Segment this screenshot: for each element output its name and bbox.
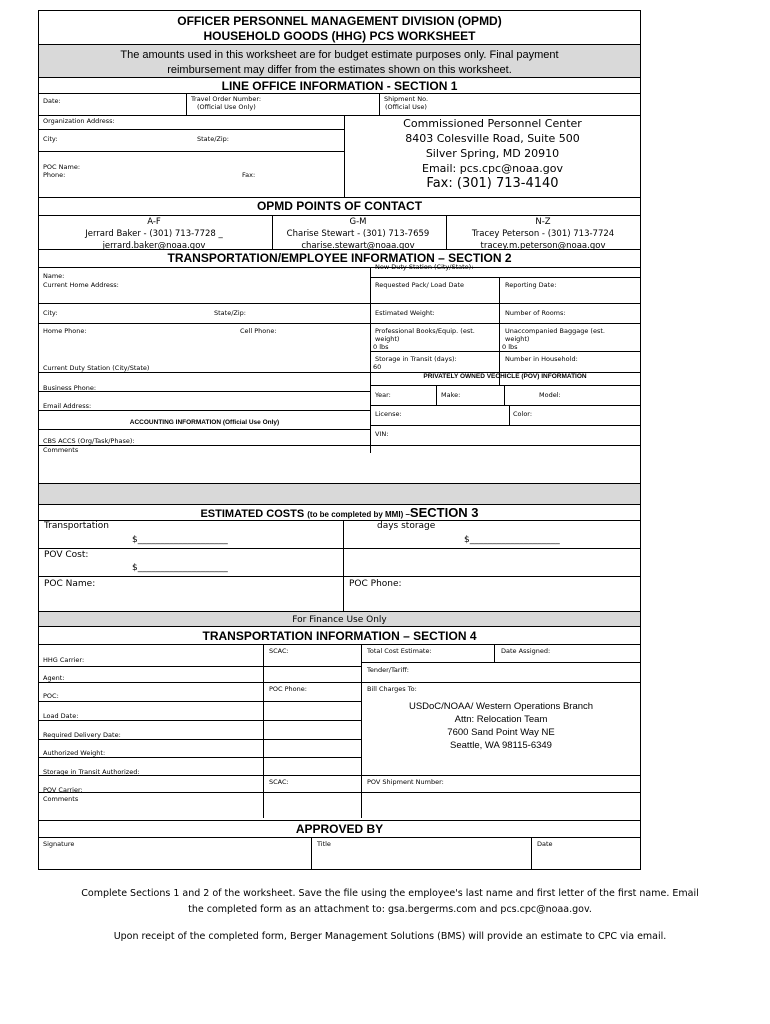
form-title: OFFICER PERSONNEL MANAGEMENT DIVISION (OPMD)	[177, 14, 502, 28]
s3-poc-name-field[interactable]: POC Name:	[44, 579, 96, 589]
storage-cost-field[interactable]: $____________________	[464, 535, 560, 545]
s2-comments-field[interactable]: Comments	[43, 446, 79, 454]
section3-title-main: ESTIMATED COSTS	[200, 508, 305, 520]
approval-date-field[interactable]: Date	[537, 840, 553, 848]
days-storage-label: days storage	[377, 521, 436, 531]
storage-days-label: Storage in Transit (days):	[375, 355, 457, 363]
section1-header	[39, 77, 640, 93]
poc-gm-email: charise.stewart@noaa.gov	[301, 241, 415, 251]
shipment-no-field[interactable]: Shipment No.	[384, 95, 429, 103]
hhg-carrier-field[interactable]: HHG Carrier:	[43, 656, 85, 664]
current-duty-field[interactable]: Current Duty Station (City/State)	[43, 364, 150, 372]
pro-books-label: Professional Books/Equip. (est.	[375, 327, 475, 335]
bill-charges-label: Bill Charges To:	[367, 685, 417, 693]
poc-af-name: Jerrard Baker - (301) 713-7728 _	[85, 229, 223, 239]
org-address-field[interactable]: Organization Address:	[43, 117, 115, 125]
new-duty-station-field[interactable]: New Duty Station (City/State):	[375, 263, 474, 271]
grey-divider	[39, 483, 640, 505]
section2-title: TRANSPORTATION/EMPLOYEE INFORMATION – SECTION 2	[167, 251, 512, 265]
notice-box	[39, 44, 640, 77]
poc-name-field[interactable]: POC Name:	[43, 163, 81, 171]
pov-info-header: PRIVATELY OWNED VECHICLE (POV) INFORMATION	[423, 373, 587, 380]
rooms-field[interactable]: Number of Rooms:	[505, 309, 566, 317]
pcs-worksheet-form	[38, 10, 641, 870]
pov-cost-label: POV Cost:	[44, 550, 89, 560]
storage-authorized-field[interactable]: Storage in Transit Authorized:	[43, 768, 140, 776]
s2-state-zip-field[interactable]: State/Zip:	[214, 309, 246, 317]
est-weight-field[interactable]: Estimated Weight:	[375, 309, 435, 317]
section3-title-note: (to be completed by MMI) –	[307, 510, 410, 519]
section3-title-sec: SECTION 3	[409, 505, 479, 520]
unaccompanied-label-2: weight)	[505, 335, 530, 343]
opmd-poc-title: OPMD POINTS OF CONTACT	[256, 199, 423, 213]
section4-title: TRANSPORTATION INFORMATION – SECTION 4	[202, 629, 477, 643]
pov-color-field[interactable]: Color:	[513, 410, 533, 418]
pro-books-label-2: weight)	[375, 335, 400, 343]
section1-title: LINE OFFICE INFORMATION - SECTION 1	[221, 79, 458, 93]
home-address-field[interactable]: Current Home Address:	[43, 281, 119, 289]
city-field[interactable]: City:	[43, 135, 58, 143]
tender-tariff-field[interactable]: Tender/Tariff:	[367, 666, 409, 674]
storage-days-value[interactable]: 60	[373, 363, 382, 371]
form-subtitle: HOUSEHOLD GOODS (HHG) PCS WORKSHEET	[203, 29, 476, 43]
poc-af-range: A-F	[147, 217, 161, 227]
poc-gm-name: Charise Stewart - (301) 713-7659	[286, 229, 430, 239]
poc-nz-name: Tracey Peterson - (301) 713-7724	[471, 229, 615, 239]
pov-license-field[interactable]: License:	[375, 410, 402, 418]
s2-city-field[interactable]: City:	[43, 309, 58, 317]
authorized-weight-field[interactable]: Authorized Weight:	[43, 749, 106, 757]
finance-use-label: For Finance Use Only	[292, 615, 387, 625]
email-address-field[interactable]: Email Address:	[43, 402, 92, 410]
poc-nz-email: tracey.m.peterson@noaa.gov	[480, 241, 606, 251]
instruction-line-1: Complete Sections 1 and 2 of the worksheet. Save the file using the employee's last name and first letter of the first name. Email	[81, 888, 699, 899]
cbs-accs-field[interactable]: CBS ACCS (Org/Task/Phase):	[43, 437, 135, 445]
pov-cost-field[interactable]: $____________________	[132, 563, 228, 573]
bill-address-line-3: 7600 Sand Point Way NE	[447, 727, 555, 738]
cpc-address-line-3: Silver Spring, MD 20910	[425, 147, 560, 160]
s4-poc-field[interactable]: POC:	[43, 692, 59, 700]
cpc-address-line-2: 8403 Colesville Road, Suite 500	[405, 132, 580, 145]
pov-vin-field[interactable]: VIN:	[375, 430, 389, 438]
pro-books-value[interactable]: 0 lbs	[373, 343, 389, 351]
pack-date-field[interactable]: Requested Pack/ Load Date	[375, 281, 464, 289]
date-assigned-field[interactable]: Date Assigned:	[501, 647, 551, 655]
signature-field[interactable]: Signature	[43, 840, 75, 848]
pov-carrier-field[interactable]: POV Carrier:	[43, 786, 83, 794]
s4-comments-field[interactable]: Comments	[43, 795, 79, 803]
home-phone-field[interactable]: Home Phone:	[43, 327, 87, 335]
required-delivery-field[interactable]: Required Delivery Date:	[43, 731, 121, 739]
date-field[interactable]: Date:	[43, 97, 61, 105]
s4-poc-phone-field[interactable]: POC Phone:	[269, 685, 307, 693]
transportation-cost-field[interactable]: $____________________	[132, 535, 228, 545]
poc-gm-range: G-M	[349, 217, 367, 227]
bill-address-line-4: Seattle, WA 98115-6349	[450, 740, 552, 751]
scac-field[interactable]: SCAC:	[269, 647, 289, 655]
pov-year-field[interactable]: Year:	[375, 391, 391, 399]
cpc-address-line-1: Commissioned Personnel Center	[403, 117, 582, 130]
travel-order-note: (Official Use Only)	[197, 103, 256, 111]
unaccompanied-label: Unaccompanied Baggage (est.	[505, 327, 605, 335]
s3-poc-phone-field[interactable]: POC Phone:	[349, 579, 402, 589]
bill-address-line-2: Attn: Relocation Team	[454, 714, 548, 725]
pov-model-field[interactable]: Model:	[539, 391, 561, 399]
phone-field[interactable]: Phone:	[43, 171, 66, 179]
accounting-info-header: ACCOUNTING INFORMATION (Official Use Only)	[129, 419, 280, 426]
transportation-label: Transportation	[44, 521, 109, 531]
cpc-email: Email: pcs.cpc@noaa.gov	[422, 162, 563, 175]
fax-field[interactable]: Fax:	[242, 171, 256, 179]
bill-address-line-1: USDoC/NOAA/ Western Operations Branch	[408, 701, 594, 712]
pov-make-field[interactable]: Make:	[441, 391, 461, 399]
load-date-field[interactable]: Load Date:	[43, 712, 79, 720]
notice-line-2: reimbursement may differ from the estimates shown on this worksheet.	[167, 64, 512, 76]
notice-line-1: The amounts used in this worksheet are for budget estimate purposes only. Final payment	[120, 49, 559, 61]
instruction-line-3: Upon receipt of the completed form, Berger Management Solutions (BMS) will provide an estimate to CPC via email.	[113, 931, 667, 942]
pov-shipment-field[interactable]: POV Shipment Number:	[367, 778, 444, 786]
approver-title-field[interactable]: Title	[317, 840, 331, 848]
reporting-date-field[interactable]: Reporting Date:	[505, 281, 557, 289]
cell-phone-field[interactable]: Cell Phone:	[240, 327, 277, 335]
agent-field[interactable]: Agent:	[43, 674, 65, 682]
instruction-line-2: the completed form as an attachment to: gsa.bergerms.com and pcs.cpc@noaa.gov.	[188, 904, 592, 915]
business-phone-field[interactable]: Business Phone:	[43, 384, 97, 392]
employee-name-field[interactable]: Name:	[43, 272, 65, 280]
approved-by-title: APPROVED BY	[295, 822, 384, 836]
total-cost-field[interactable]: Total Cost Estimate:	[367, 647, 432, 655]
unaccompanied-value[interactable]: 0 lbs	[502, 343, 518, 351]
finance-bar	[39, 611, 640, 627]
shipment-note: (Official Use)	[385, 103, 427, 111]
household-field[interactable]: Number in Household:	[505, 355, 578, 363]
travel-order-field[interactable]: Travel Order Number:	[191, 95, 262, 103]
cpc-fax: Fax: (301) 713-4140	[426, 176, 559, 191]
state-zip-field[interactable]: State/Zip:	[197, 135, 229, 143]
poc-nz-range: N-Z	[535, 217, 551, 227]
scac2-field[interactable]: SCAC:	[269, 778, 289, 786]
poc-af-email: jerrard.baker@noaa.gov	[102, 241, 206, 251]
